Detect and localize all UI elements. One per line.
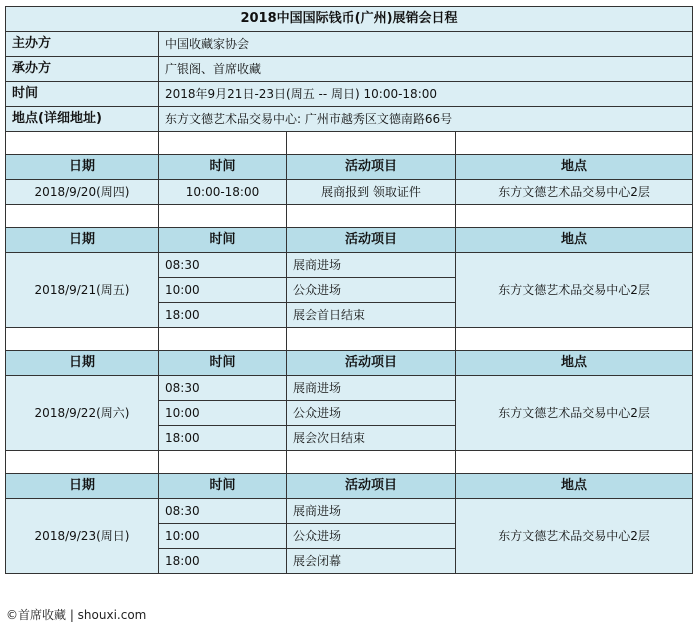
event-time: 18:00: [159, 549, 287, 574]
header-row: [6, 155, 693, 180]
table-row: [6, 499, 693, 524]
spacer-row: [6, 205, 693, 228]
event-activity: 公众进场: [287, 524, 456, 549]
title-row: [6, 7, 693, 32]
event-time: 10:00: [159, 401, 287, 426]
event-activity: 展商进场: [287, 376, 456, 401]
header-row: [6, 228, 693, 253]
undertaker-label: 承办方: [6, 57, 159, 82]
event-activity: 展商进场: [287, 499, 456, 524]
day-location: 东方文德艺术品交易中心2层: [456, 376, 693, 451]
header-activity: 活动项目: [287, 474, 456, 499]
header-date: 日期: [6, 474, 159, 499]
info-row-organizer: [6, 32, 693, 57]
header-date: 日期: [6, 155, 159, 180]
header-location: 地点: [456, 228, 693, 253]
day-location: 东方文德艺术品交易中心2层: [456, 180, 693, 205]
day-time: 10:00-18:00: [159, 180, 287, 205]
event-activity: 公众进场: [287, 401, 456, 426]
time-label: 时间: [6, 82, 159, 107]
organizer-label: 主办方: [6, 32, 159, 57]
undertaker-value: 广银阁、首席收藏: [159, 57, 693, 82]
day-location: 东方文德艺术品交易中心2层: [456, 253, 693, 328]
schedule-table: [5, 6, 693, 574]
event-time: 18:00: [159, 303, 287, 328]
day-activity: 展商报到 领取证件: [287, 180, 456, 205]
header-location: 地点: [456, 351, 693, 376]
header-activity: 活动项目: [287, 351, 456, 376]
event-time: 10:00: [159, 278, 287, 303]
header-date: 日期: [6, 228, 159, 253]
info-row-venue: [6, 107, 693, 132]
event-time: 18:00: [159, 426, 287, 451]
header-time: 时间: [159, 228, 287, 253]
event-activity: 展会首日结束: [287, 303, 456, 328]
day-date: 2018/9/21(周五): [6, 253, 159, 328]
day-date: 2018/9/20(周四): [6, 180, 159, 205]
spacer-row: [6, 328, 693, 351]
info-row-time: [6, 82, 693, 107]
info-row-undertaker: [6, 57, 693, 82]
table-row: [6, 376, 693, 401]
organizer-value: 中国收藏家协会: [159, 32, 693, 57]
venue-label: 地点(详细地址): [6, 107, 159, 132]
event-activity: 展会闭幕: [287, 549, 456, 574]
event-activity: 公众进场: [287, 278, 456, 303]
header-date: 日期: [6, 351, 159, 376]
event-time: 10:00: [159, 524, 287, 549]
header-location: 地点: [456, 474, 693, 499]
header-activity: 活动项目: [287, 228, 456, 253]
event-time: 08:30: [159, 376, 287, 401]
header-time: 时间: [159, 155, 287, 180]
header-time: 时间: [159, 351, 287, 376]
day-location: 东方文德艺术品交易中心2层: [456, 499, 693, 574]
header-location: 地点: [456, 155, 693, 180]
watermark: ©首席收藏 | shouxi.com: [3, 606, 149, 623]
table-row: [6, 180, 693, 205]
event-activity: 展会次日结束: [287, 426, 456, 451]
header-row: [6, 351, 693, 376]
venue-value: 东方文德艺术品交易中心: 广州市越秀区文德南路66号: [159, 107, 693, 132]
event-time: 08:30: [159, 253, 287, 278]
spacer-row: [6, 451, 693, 474]
header-time: 时间: [159, 474, 287, 499]
day-date: 2018/9/22(周六): [6, 376, 159, 451]
table-row: [6, 253, 693, 278]
schedule-title: 2018中国国际钱币(广州)展销会日程: [6, 7, 693, 32]
header-activity: 活动项目: [287, 155, 456, 180]
header-row: [6, 474, 693, 499]
event-time: 08:30: [159, 499, 287, 524]
time-value: 2018年9月21日-23日(周五 -- 周日) 10:00-18:00: [159, 82, 693, 107]
day-date: 2018/9/23(周日): [6, 499, 159, 574]
event-activity: 展商进场: [287, 253, 456, 278]
spacer-row: [6, 132, 693, 155]
